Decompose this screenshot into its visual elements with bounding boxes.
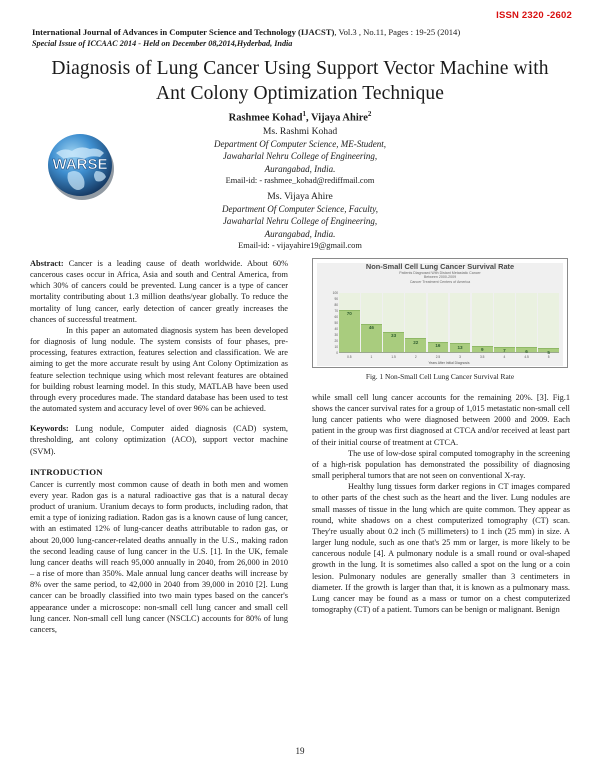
warse-logo-text: WARSE	[52, 156, 108, 173]
chart-x-tick: 5	[547, 355, 550, 359]
chart-bar-value: 9	[480, 347, 484, 353]
author-1-full-name: Ms. Rashmi Kohad	[262, 126, 338, 137]
chart-bar-column	[472, 293, 493, 352]
chart-bar-value: 13	[457, 344, 463, 350]
chart-y-tick: 80	[334, 303, 338, 307]
special-issue-line: Special Issue of ICCAAC 2014 - Held on December 08,2014,Hyderbad, India	[32, 39, 293, 48]
chart-bar-value: 6	[525, 348, 528, 354]
journal-meta: , Vol.3 , No.11, Pages : 19-25 (2014)	[334, 27, 461, 37]
chart-bar-column	[450, 293, 471, 352]
chart-plot-area	[332, 291, 559, 355]
author-1-affiliation-marker: 1	[302, 110, 306, 118]
chart-bar-column	[516, 293, 537, 352]
chart-bar-value: 5	[547, 349, 550, 355]
chart-bar	[494, 347, 515, 352]
chart-canvas	[317, 263, 563, 366]
chart-y-tick: 70	[334, 309, 338, 313]
authors-line	[150, 110, 450, 124]
introduction-paragraph-4: Healthy lung tissues form darker regions in CT images compared to other parts of the chest such as the heart and the liver. Lung nodules are small masses of tissue in the lung which are quite common. They appear as round, white shadows on a chest computerized tomography (CT) scan. They're usually about 0.2 inch (5 millimeters) to 1 inch (25 mm) in size. A larger lung nodule, such as one that's 25 mm or larger, is more likely to be cancerous nodule [4]. A pulmonary nodule is a small round or oval-shaped growth in the lung. It is sometimes also called a spot on the lung or a coin lesion. Pulmonary nodules are generally smaller than 3 centimeters in diameter. If the growth is larger than that, it is known as a pulmonary mass. Lung cancer may be found as a mass or tumor on a chest computerized tomography (CT) of a patient. Tumors can be benign or malignant. Benign	[312, 482, 570, 614]
chart-subtitle-2: Between 2000-2009	[423, 275, 457, 280]
keywords-text: Lung nodule, Computer aided diagnosis (CAD) system, thresholding, ant colony optimization (ACO), support vector machine (SVM).	[30, 424, 288, 456]
keywords-label: Keywords:	[30, 424, 69, 434]
chart-bar-column	[428, 293, 449, 352]
journal-name: International Journal of Advances in Computer Science and Technology (IJACST)	[32, 27, 335, 37]
chart-title: Non-Small Cell Lung Cancer Survival Rate	[365, 262, 515, 271]
chart-x-tick: 1	[370, 355, 373, 359]
chart-bar-value: 7	[503, 348, 506, 354]
chart-x-tick: 3.5	[480, 355, 485, 359]
figure-1-caption: Fig. 1 Non-Small Cell Lung Cancer Survival Rate	[365, 372, 515, 381]
chart-x-tick: 4	[503, 355, 506, 359]
introduction-paragraph-3: The use of low-dose spiral computed tomography in the screening of a high-risk population has demonstrated the possibility of diagnosing small peripheral tumors that are not seen on conventional X-ray.	[312, 448, 570, 481]
chart-bar	[538, 348, 559, 355]
chart-subtitle-3: Cancer Treatment Centers of America	[409, 279, 471, 284]
figure-1-container	[312, 258, 568, 368]
author-2-email: Email-id: - vijayahire19@gmail.com	[238, 240, 362, 250]
author-1-block	[150, 126, 450, 187]
chart-bar	[516, 347, 537, 352]
chart-x-tick: 0.5	[347, 355, 352, 359]
author-2-block	[150, 191, 450, 252]
author-1-email: Email-id: - rashmee_kohad@rediffmail.com	[225, 175, 375, 185]
chart-x-tick: 1.5	[391, 355, 396, 359]
author-1-dept: Department Of Computer Science, ME-Student,	[214, 139, 386, 150]
chart-bar-value: 16	[435, 343, 441, 349]
chart-x-tick: 2	[414, 355, 417, 359]
chart-bar	[405, 338, 426, 352]
chart-bar-column	[494, 293, 515, 352]
column-left	[30, 258, 288, 635]
abstract-paragraph	[30, 258, 288, 325]
chart-bar	[339, 310, 360, 352]
abstract-paragraph-2: In this paper an automated diagnosis system has been developed for diagnosis of lung nodule. The system consists of four phases, pre-processing, features extraction, features selection and classification. We are aiming to get the more accurate result by using Ant Colony Optimization as feature selection technique using which most relevant features are obtained for building robust learning model. In this study, MATLAB have been used through every procedures made. The standard database has been used to test the automated system and accuracy level of over 96% can be achieved.	[30, 325, 288, 414]
chart-y-tick: 40	[334, 327, 338, 331]
chart-bar	[450, 343, 471, 352]
chart-y-tick: 60	[334, 315, 338, 319]
chart-bars	[339, 293, 559, 353]
chart-subtitle-1: Patients Diagnosed With Distant Metastatic Cancer	[399, 271, 481, 275]
introduction-heading: INTRODUCTION	[30, 466, 103, 477]
chart-bar-value: 33	[391, 333, 397, 339]
author-1-name-short: Rashmee Kohad	[228, 112, 303, 124]
journal-header-line	[32, 27, 576, 38]
issn-text: ISSN 2320 -2602	[496, 10, 572, 21]
author-2-affiliation-marker: 2	[367, 110, 372, 118]
chart-y-tick: 0	[336, 351, 338, 355]
authors-separator: , Vijaya Ahire	[305, 112, 368, 124]
chart-x-tick: 3	[459, 355, 461, 359]
chart-bar	[472, 346, 493, 352]
author-2-city: Aurangabad, India.	[264, 228, 336, 239]
chart-x-tick: 2.5	[435, 355, 441, 359]
introduction-paragraph-1: Cancer is currently most common cause of death in both men and women every year. Radon gas is a natural radioactive gas that is a natural decay product of uranium. Uranium decays to form products, including radon, that emit a type of ionizing radiation. Radon gas is a known cause of lung cancer, with an estimated 12% of lung-cancer deaths attributable to radon gas, or about 20,000 lung-cancer-related deaths annually in the U.S., making radon the second leading cause of lung cancer in the U.S. [1]. In the UK, female lung cancer deaths will reach 95,000 annually in 2040, from 26,000 in 2010 – a rise of more than 350%. Male annual lung cancer deaths will increase by 8% over the same period, to 42,000 in 2040 from 39,000 in 2010 [2]. Lung cancer can be broadly classified into two main types based on the cancer's appearance under a microscope: non-small cell lung cancer and small cell lung cancer. Non-small cell lung cancer (NSCLC) accounts for 80% of lung cancers,	[30, 479, 288, 634]
chart-bar	[428, 342, 449, 352]
chart-y-tick: 10	[334, 345, 338, 349]
keywords-paragraph	[30, 423, 288, 456]
column-right	[312, 392, 570, 615]
chart-y-tick: 30	[334, 333, 338, 337]
chart-bar	[383, 332, 404, 352]
warse-globe-logo-icon	[38, 123, 122, 207]
author-2-college: Jawaharlal Nehru College of Engineering,	[222, 216, 378, 227]
author-1-city: Aurangabad, India.	[264, 163, 336, 174]
chart-y-axis-ticks	[327, 293, 338, 353]
chart-bar	[361, 324, 382, 352]
chart-bar-value: 46	[368, 325, 374, 331]
chart-bar-column	[383, 293, 404, 352]
chart-x-axis-label: Years After Initial Diagnosis	[428, 361, 470, 365]
chart-y-tick: 90	[334, 297, 338, 301]
chart-bar-column	[361, 293, 382, 352]
chart-y-tick: 20	[334, 339, 338, 343]
author-2-dept: Department Of Computer Science, Faculty,	[222, 204, 378, 215]
abstract-label: Abstract:	[30, 259, 64, 268]
chart-bar-value: 22	[413, 339, 419, 345]
chart-x-axis-ticks	[339, 355, 559, 359]
abstract-text: Cancer is a leading cause of death worldwide. About 60% cancerous cases occur in Africa, Asia and south and Central America, from which 30% of cancers could be prevented. Lung cancer is a type of cancer mortality contributing about 1.3 million deaths/year globally. To reduce the mortality of lung cancer, early detection of cancer greatly increases the chances of successful treatment.	[30, 259, 288, 324]
chart-x-tick: 4.5	[524, 355, 529, 359]
introduction-paragraph-2: while small cell lung cancer accounts for the remaining 20%. [3]. Fig.1 shows the cancer survival rates for a group of 1,015 metastatic non-small cell lung cancer patients who were diagnosed between 2000 and 2009. Each patient in the group was first diagnosed at CTCA and/or received at least part of their initial course of treatment at CTCA.	[312, 393, 570, 447]
chart-bar-column	[339, 293, 360, 352]
chart-y-tick: 50	[334, 321, 338, 325]
chart-bar-column	[405, 293, 426, 352]
page-title: Diagnosis of Lung Cancer Using Support Vector Machine with Ant Colony Optimization Technique	[51, 58, 549, 104]
chart-bar-column	[538, 293, 559, 355]
page-number: 19	[295, 746, 305, 756]
author-2-full-name: Ms. Vijaya Ahire	[267, 191, 333, 202]
chart-bar-value: 70	[346, 311, 352, 317]
chart-y-tick: 100	[332, 291, 338, 295]
author-1-college: Jawaharlal Nehru College of Engineering,	[222, 151, 378, 162]
